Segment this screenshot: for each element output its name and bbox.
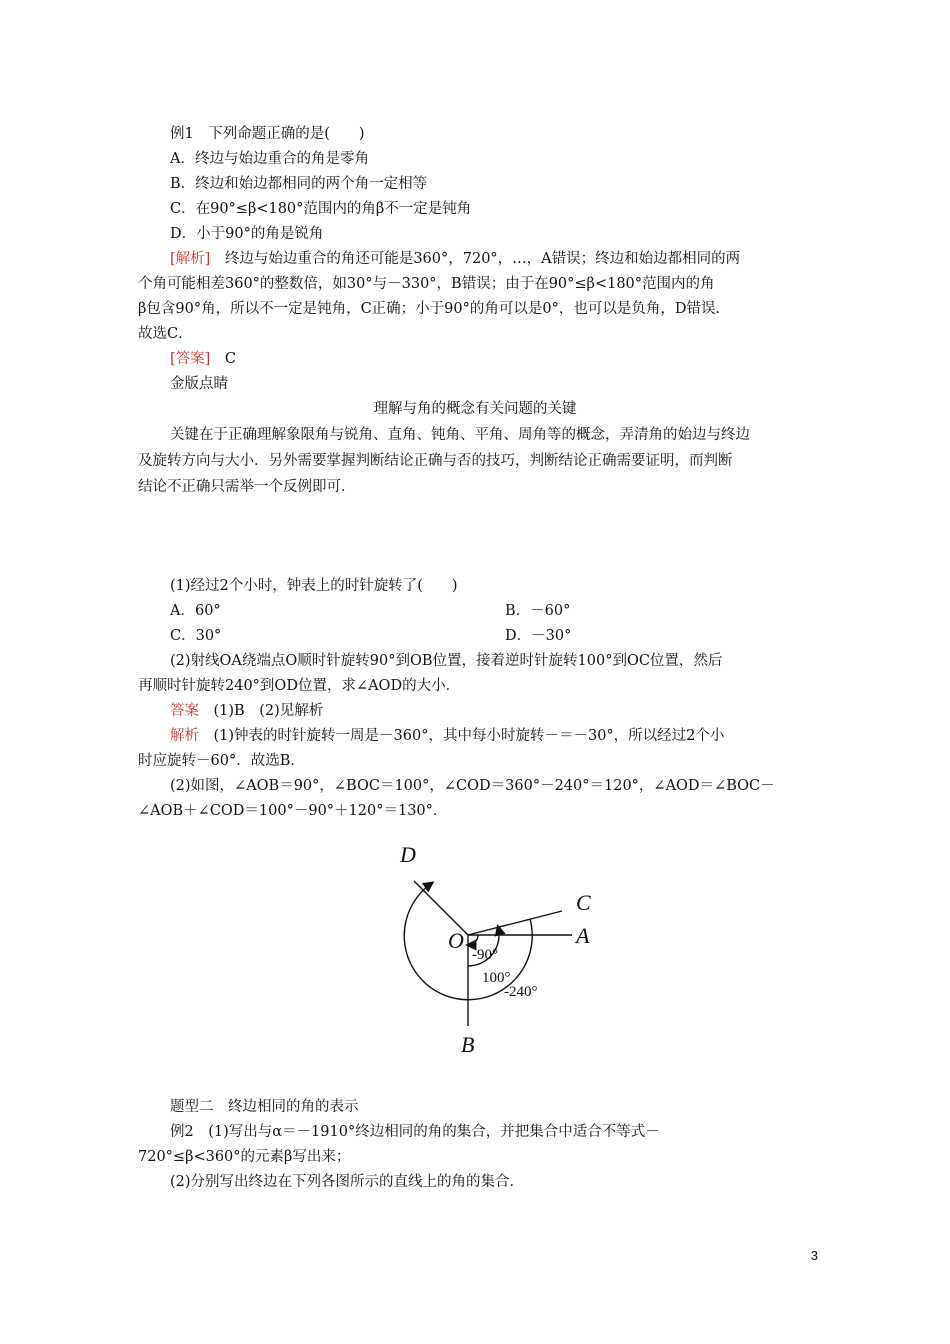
- example1-analysis-line1: [解析] 终边与始边重合的角还可能是360°，720°，…，A错误；终边和始边都相同的两: [170, 251, 741, 267]
- label-c: C: [576, 890, 591, 915]
- example1-option-d: D．小于90°的角是锐角: [170, 226, 324, 242]
- label-o: O: [448, 928, 464, 953]
- jinban-title: 理解与角的概念有关问题的关键: [373, 401, 577, 417]
- ray-od: [414, 881, 468, 935]
- example1-analysis-line3: β包含90°角，所以不一定是钝角，C正确；小于90°的角可以是0°，也可以是负角，D错误．: [138, 301, 730, 317]
- page-number: 3: [810, 1248, 818, 1263]
- label-b: B: [461, 1032, 475, 1057]
- answer-label: 答案: [170, 703, 199, 719]
- label-a: A: [576, 923, 590, 948]
- ray-oc: [468, 911, 562, 935]
- practice-answer: 答案 (1)B (2)见解析: [170, 703, 324, 719]
- label-angle-240: -240°: [504, 984, 538, 1000]
- angle-diagram: [394, 826, 606, 1061]
- label-d: D: [400, 842, 416, 867]
- analysis-tag: [解析]: [170, 251, 211, 267]
- example1-analysis-line2: 个角可能相差360°的整数倍，如30°与－330°，B错误；由于在90°≤β<180°范围内的角: [138, 276, 715, 292]
- jinban-line2: 及旋转方向与大小．另外需要掌握判断结论正确与否的技巧，判断结论正确需要证明，而判断: [138, 453, 733, 469]
- example2-line3: (2)分别写出终边在下列各图所示的直线上的角的集合．: [170, 1174, 525, 1190]
- arc-90: [468, 935, 478, 945]
- practice-analysis-line2: 时应旋转－60°．故选B．: [138, 753, 305, 769]
- example2-line2: 720°≤β<360°的元素β写出来；: [138, 1149, 351, 1165]
- label-angle-90: -90°: [472, 947, 498, 963]
- example2-line1: 例2 (1)写出与α＝－1910°终边相同的角的集合，并把集合中适合不等式－: [170, 1124, 660, 1140]
- practice-q1-option-b: B．－60°: [505, 603, 571, 619]
- angle-figure: [394, 826, 606, 1061]
- jinban-line1: 关键在于正确理解象限角与锐角、直角、钝角、平角、周角等的概念，弄清角的始边与终边: [170, 427, 750, 443]
- section2-heading: 题型二 终边相同的角的表示: [170, 1099, 359, 1115]
- practice-q1: (1)经过2个小时，钟表上的时针旋转了( ): [170, 578, 458, 594]
- example1-answer: [答案] C: [170, 351, 236, 367]
- jinban-heading: 金版点睛: [170, 376, 228, 392]
- label-angle-100: 100°: [482, 970, 511, 986]
- practice-analysis-line3: (2)如图，∠AOB＝90°，∠BOC＝100°，∠COD＝360°－240°＝120°，∠AOD＝∠BOC－: [170, 778, 775, 794]
- practice-analysis-line4: ∠AOB＋∠COD＝100°－90°＋120°＝130°．: [138, 803, 448, 819]
- example1-option-b: B．终边和始边都相同的两个角一定相等: [170, 176, 428, 192]
- practice-q2-line2: 再顺时针旋转240°到OD位置，求∠AOD的大小．: [138, 678, 461, 694]
- practice-analysis-line1: 解析 (1)钟表的时针旋转一周是－360°，其中每小时旋转－＝－30°，所以经过2个小: [170, 728, 725, 744]
- practice-q2-line1: (2)射线OA绕端点O顺时针旋转90°到OB位置，接着逆时针旋转100°到OC位置，然后: [170, 653, 723, 669]
- practice-q1-option-d: D．－30°: [505, 628, 572, 644]
- practice-q1-option-c: C．30°: [170, 628, 222, 644]
- example1-option-a: A．终边与始边重合的角是零角: [170, 151, 369, 167]
- example1-question: 例1 下列命题正确的是( ): [170, 126, 365, 142]
- jinban-line3: 结论不正确只需举一个反例即可．: [138, 479, 356, 495]
- example1-option-c: C．在90°≤β<180°范围内的角β不一定是钝角: [170, 201, 472, 217]
- answer-tag: [答案]: [170, 351, 211, 367]
- practice-q1-option-a: A．60°: [170, 603, 221, 619]
- example1-analysis-line4: 故选C．: [138, 326, 193, 342]
- analysis-label: 解析: [170, 728, 199, 744]
